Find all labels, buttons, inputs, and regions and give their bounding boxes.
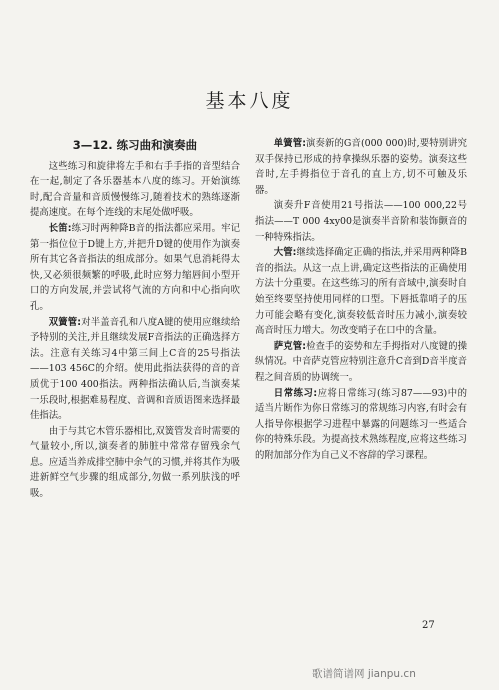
paragraph-oboe-breath — [30, 424, 240, 502]
paragraph-daily-practice — [255, 386, 467, 464]
paragraph-lead: 日常练习: — [273, 387, 318, 399]
site-watermark: 歌谱简谱网 jianpu.cn — [312, 668, 416, 680]
paragraph-flute — [30, 221, 240, 315]
section-heading: 3—12. 练习曲和演奏曲 — [72, 138, 198, 152]
paragraph-lead: 单簧管: — [273, 138, 306, 149]
paragraph-text: 演奏新的G音(000 000)时,要特别讲究双手保持已形成的持拿操纵乐器的姿势。演奏这些音时,左手拇指位于音孔的直上方,切不可触及乐器。 — [255, 138, 467, 196]
page-title: 基本八度 — [205, 90, 294, 112]
paragraph-text: 继续选择确定正确的指法,并采用两种降B音的指法。从这一点上讲,确定这些指法的正确使用方法十分重要。在这些练习的所有音域中,演奏时自始至终要坚持使用同样的口型。下唇抵靠哨子的压力可能会略有变化,演奏较低音时压力减小,演奏较高音时压力增大。勿改变哨子在口中的含量。 — [255, 247, 467, 337]
paragraph-lead: 双簧管: — [48, 316, 82, 328]
paragraph-text: 演奏升F音使用21号指法——100 000,22号指法——T 000 4xy00是演奏半音阶和装饰颤音的一种特殊指法。 — [255, 200, 467, 243]
left-column — [30, 136, 240, 502]
paragraph-oboe — [30, 315, 240, 424]
right-column — [255, 136, 467, 463]
paragraph-text: 检查手的姿势和左手拇指对八度键的操纵情况。中音萨克管应特别注意升C音到D音半度音程之间音质的协调统一。 — [255, 340, 467, 383]
paragraph-bassoon — [255, 245, 467, 339]
paragraph-lead: 长笛: — [48, 222, 72, 234]
paragraph-intro — [30, 159, 240, 221]
paragraph-text: 练习时两种降B音的指法都应采用。牢记第一指位位于D键上方,并把升D键的使用作为演奏所有其它各音指法的组成部分。如果气息消耗得太快,又必须很频繁的呼吸,此时应努力缩唇间小型开口的方向发展,并尝试将气流的方向和中心指向吹孔。 — [30, 222, 240, 312]
page-number: 27 — [422, 620, 435, 631]
paragraph-text: 这些练习和旋律将左手和右手手指的音型结合在一起,制定了各乐器基本八度的练习。开始演练时,配合音量和音质慢慢练习,随着技术的熟练逐渐提高速度。在每个连线的末尾处做呼吸。 — [30, 160, 240, 219]
paragraph-text: 对半盖音孔和八度A键的使用应继续给予特别的关注,并且继续发展F音指法的正确选择方法。注意有关练习4中第三间上C音的25号指法——103 456C的介绍。使用此指法获得的音的音质优于100 400指法。两种指法确认后,当演奏某一乐段时,根据难易程度、音调和音质语图来选择最佳指法。 — [30, 316, 240, 422]
paragraph-lead: 萨克管: — [273, 340, 306, 352]
paragraph-text: 应将日常练习(练习87——93)中的适当片断作为你日常练习的常规练习内容,有时会有人指导你根据学习进程中暴露的问题练习一些适合你的特殊乐段。为提高技术熟练程度,应将这些练习的附加部分作为自己义不容辞的学习课程。 — [255, 387, 467, 461]
paragraph-lead: 大管: — [273, 247, 297, 259]
paragraph-text: 由于与其它木管乐器相比,双簧管发音时需要的气量较小,所以,演奏者的肺脏中常常存留残余气息。应适当养成排空肺中余气的习惯,并将其作为吸进新鲜空气步骤的组成部分,勿做一系列肤浅的呼吸。 — [30, 425, 240, 500]
paragraph-clarinet-fsharp — [255, 198, 467, 245]
paragraph-clarinet — [255, 136, 467, 198]
paragraph-saxophone — [255, 339, 467, 386]
